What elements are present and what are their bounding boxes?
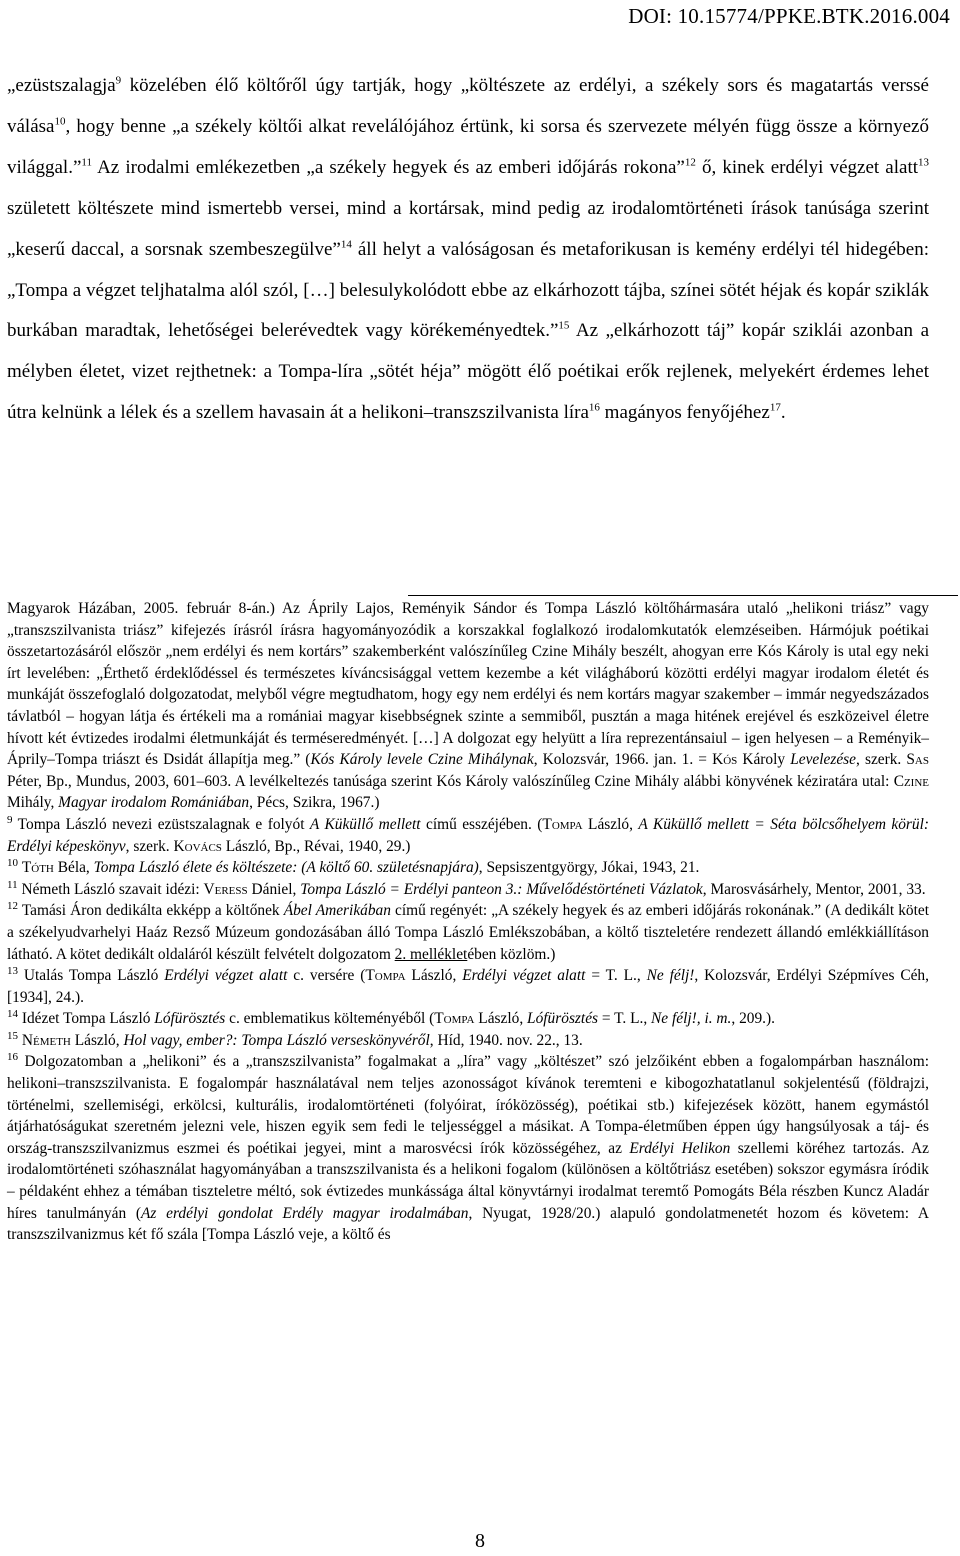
body-paragraph [7, 66, 929, 434]
footnote-text-run: Tamási Áron dedikálta ekképp a költőnek [21, 902, 284, 920]
body-note-ref: 13 [918, 156, 929, 169]
body-text-run: született költészete mind ismertebb versei, mind a kortársak, mind pedig az irodalomtörténeti írások tanúsága szerint „keserű daccal, a sorsnak szembeszegülve” [7, 197, 929, 260]
footnote-number: 10 [7, 857, 18, 869]
body-text-run: . [780, 402, 786, 424]
footnote-text-run: ében közlöm.) [467, 945, 556, 963]
footnote-15 [7, 1030, 929, 1052]
body-note-ref: 17 [769, 401, 781, 414]
footnote-text-run: , szerk. [856, 751, 907, 769]
footnote-text-run: című regényét: „A székely hegyek és az emberi időjárás rokonának.” (A dedikált kötet a székelyudvarhelyi Haáz Rezső Múzeum gondozásában álló Tompa László Emlékszobában, a költő tiszteletére rendezett állandó emlékkiállításon látható. A kötet dedikált oldaláról készült felvételt dolgozatom [7, 902, 930, 963]
footnote-text-run: = T. L., [585, 967, 647, 985]
footnote-13 [7, 965, 929, 1008]
footnote-author-name: Czine [893, 772, 929, 790]
body-note-ref: 14 [340, 238, 352, 251]
footnote-text-run: Mihály, [7, 794, 59, 812]
footnote-italic-text: Az erdélyi gondolat Erdély magyar irodalmában [141, 1204, 469, 1222]
body-note-ref: 12 [684, 156, 696, 169]
footnote-text-run: című esszéjében. ( [420, 815, 543, 833]
footnote-text-run: Dániel, [247, 880, 301, 898]
footnote-appendix-link[interactable]: 2. melléklet [394, 945, 468, 963]
footnote-author-name: Sas [906, 751, 929, 769]
footnote-italic-text: Kós Károly levele Czine Mihálynak [310, 751, 534, 769]
body-text-run: „ezüstszalagja [7, 75, 116, 96]
footnote-italic-text: Levelezése [790, 751, 857, 769]
body-note-ref: 15 [558, 320, 570, 333]
body-text-run: Az „elkárhozott táj” kopár sziklái azonban a mélyben életet, vizet rejthetnek: a Tompa-líra „sötét héja” mögött élő poétikai erők rejlenek, melyekért érdemes lehet útra kelnünk a lélek és a szellem havasain át a helikoni–transzszilvanista líra [7, 320, 930, 424]
footnote-text-run: , Marosvásárhely, Mentor, 2001, 33. [702, 880, 926, 898]
footnote-italic-text: Lófürösztés [527, 1010, 599, 1028]
footnote-italic-text: Erdélyi végzet alatt [462, 967, 586, 985]
footnote-text-run: László, [405, 967, 463, 985]
footnote-16 [7, 1051, 929, 1245]
footnote-author-name: Németh [21, 1031, 71, 1049]
body-note-ref: 16 [588, 401, 600, 414]
footnote-text-run: László, [70, 1031, 124, 1049]
footnote-14 [7, 1008, 929, 1030]
footnote-text-run: Idézet Tompa László [21, 1010, 155, 1028]
footnote-text-run: , Híd, 1940. nov. 22., 13. [429, 1031, 583, 1049]
footnote-number: 11 [7, 878, 18, 891]
footnote-italic-text: Erdélyi végzet alatt [164, 967, 288, 985]
footnote-number: 15 [7, 1029, 18, 1042]
body-text-run: , hogy benne „a székely költői alkat revelálójához értünk, ki sorsa és szervezete mélyén függ össze a környező világgal.” [7, 115, 929, 178]
footnote-separator [408, 595, 958, 596]
footnote-author-name: Veress [203, 880, 248, 898]
footnote-author-name: Tompa [434, 1010, 475, 1028]
footnote-11 [7, 879, 929, 901]
footnote-number: 16 [7, 1051, 18, 1064]
footnote-text-run: , Kolozsvár, Erdélyi Szépmíves Céh, [1934], 24.). [7, 967, 929, 1006]
footnote-italic-text: Ne félj!, i. m. [651, 1010, 732, 1028]
footnote-text-run: , 209.). [731, 1010, 775, 1028]
body-text-run: magányos fenyőjéhez [599, 402, 770, 424]
footnote-italic-text: Tompa László = Erdélyi panteon 3.: Művelődéstörténeti Vázlatok [300, 880, 703, 898]
footnote-text-run: Károly [737, 751, 791, 769]
body-text-run: áll helyt a valóságosan és metaforikusan is kemény erdélyi tél hidegében: „Tompa a végzet teljhatalma alól szól, […] belesulykolódott ebbe az elkárhozott tájba, színei sötét héjak és kopár sziklák burkában maradtak, lehetőségei belerévedtek vagy körékeményedtek.” [7, 238, 929, 342]
footnote-text-run: Németh László szavait idézi: [21, 880, 204, 898]
footnote-italic-text: A Küküllő mellett [309, 815, 421, 833]
body-note-ref: 11 [81, 156, 92, 169]
body-note-ref: 10 [54, 115, 66, 128]
footnote-text-run: Dolgozatomban a „helikoni” és a „transzszilvanista” fogalmakat a „líra” vagy „költészet” szó jelzőiként ebben a fogalompárban használom: helikoni–transzszilvanista. E fogalompár használatával nem teljes azonosságot kívánok teremteni e kibogozhatatlanul sokjelentésű (földrajzi, történelmi, szellemiségi, erkölcsi, kulturális, irodalomtörténeti (folyóirat, íróközösség), poétikai stb.) kifejezések között, hanem egymástól átjárhatóságukat szeretném jelezni vele, hiszen egyik sem fedi le teljességgel a másikat. A Tompa-életműben éppen úgy hangsúlyosak a táj- és ország-transzszilvanizmus eszmei és poétikai jegyei, mint a marosvécsi írók közösségéhez, az [7, 1053, 929, 1157]
footnote-text-run: = T. L., [598, 1010, 652, 1028]
footnote-author-name: Tompa [365, 967, 406, 985]
footnote-author-name: Kovács [173, 837, 222, 855]
footnote-9 [7, 814, 929, 857]
footnote-text-run: c. emblematikus költeményéből ( [225, 1010, 435, 1028]
doi-header: DOI: 10.15774/PPKE.BTK.2016.004 [628, 4, 950, 28]
footnote-text-run: , Sepsiszentgyörgy, Jókai, 1943, 21. [478, 859, 700, 877]
body-text-run: Az irodalmi emlékezetben „a székely hegyek és az emberi időjárás rokona” [91, 156, 685, 178]
footnote-number: 9 [7, 813, 13, 826]
footnotes-section [7, 598, 929, 1246]
footnote-12 [7, 900, 929, 965]
footnote-author-name: Kós [712, 751, 738, 769]
footnote-italic-text: Magyar irodalom Romániában [58, 794, 250, 812]
footnote-italic-text: Ne félj! [646, 967, 695, 985]
footnote-continued [7, 598, 929, 814]
footnote-text-run: c. versére ( [287, 967, 366, 985]
footnote-italic-text: Erdélyi Helikon [629, 1139, 731, 1157]
footnote-text-run: Magyarok Házában, 2005. február 8-án.) Az Áprily Lajos, Reményik Sándor és Tompa László költőhármasára utaló „helikoni triász” vagy „transzszilvanista triász” kifejezés írásról írásra hagyományozódik a korszakkal foglalkozó irodalomkutatók elemzéseiben. Hármójuk poétikai összetartozásáról először „nem erdélyi és nem kortárs” szakemberként valószínűleg Czine Mihály beszélt, ahogyan erre Kós Károly is utal egy neki írt levelében: „Érthető érdeklődéssel és természetes kíváncsisággal vettem kezembe a két világháború közötti erdélyi magyar irodalom életét és munkáját összefoglaló dolgozatodat, melyből végre megtudhatom, hogy egy nem erdélyi és nem kortárs magyar szakember – immár negyedszázados távlatból – hogyan látja és értékeli ma a romániai magyar kisebbségnek szinte a semmiből, pusztán a maga hitének erejével és eszközeivel életre hívott két évtizedes irodalmi életmunkáját és terméseredményét. […] A dolgozat egy helyütt a líra reprezentánsaiul – igen helyesen – a Reményik–Áprily–Tompa triászt és Dsidát állapítja meg.” ( [7, 600, 929, 769]
footnote-author-name: Tóth [21, 859, 54, 877]
footnote-number: 14 [7, 1008, 18, 1021]
page-number: 8 [475, 1530, 485, 1552]
footnote-text-run: , Kolozsvár, 1966. jan. 1. = [533, 751, 713, 769]
footnote-text-run: László, Bp., Révai, 1940, 29.) [221, 837, 411, 855]
footnote-author-name: Tompa [542, 815, 583, 833]
footnote-italic-text: Lófürösztés [154, 1010, 226, 1028]
footnote-text-run: szellemi köréhez tartozás. Az irodalomtörténeti szóhasználat hagyományában a transzszilvanista és a helikoni fogalom (különösen a költőtriász esetében) sokszor egymásra íródik – példaként ehhez a témában tiszteletre méltó, sok évtizedes munkássága által könyvtárnyi irodalmat teremtő Pomogáts Béla részben Kuncz Aladár híres tanulmányán ( [7, 1139, 929, 1222]
footnote-italic-text: Hol vagy, ember?: Tompa László verseskönyvéről [123, 1031, 430, 1049]
footnote-10 [7, 857, 929, 879]
footnote-text-run: László, [474, 1010, 528, 1028]
footnote-text-run: Béla, [53, 859, 94, 877]
footnote-text-run: , Nyugat, 1928/20.) alapuló gondolatmenetét hozom és követem: A transzszilvanizmus két fő szála [Tompa László veje, a költő és [7, 1204, 929, 1244]
footnote-text-run: Utalás Tompa László [23, 967, 165, 985]
body-note-ref: 9 [115, 74, 122, 87]
footnote-italic-text: Ábel Amerikában [283, 902, 391, 920]
footnote-text-run: László, [582, 815, 639, 833]
body-text-run: ő, kinek erdélyi végzet alatt [695, 156, 918, 178]
footnote-number: 12 [7, 900, 18, 913]
footnote-text-run: , Pécs, Szikra, 1967.) [249, 794, 380, 812]
footnote-number: 13 [7, 964, 18, 977]
footnote-text-run: , szerk. [125, 837, 174, 855]
footnote-text-run: Péter, Bp., Mundus, 2003, 601–603. A levélkeltezés tanúsága szerint Kós Károly valószínűleg Czine Mihály alábbi könyvének kéziratára utal: [7, 772, 894, 790]
footnote-text-run: Tompa László nevezi ezüstszalagnak e folyót [17, 815, 310, 833]
footnote-italic-text: Tompa László élete és költészete: (A költő 60. születésnapjára) [93, 859, 479, 877]
body-text-run: közelében élő költőről úgy tartják, hogy „költészete az erdélyi, a székely sors és magatartás verssé válása [7, 75, 929, 137]
footnote-italic-text: A Küküllő mellett = Séta bölcsőhelyem körül: Erdélyi képeskönyv [7, 815, 930, 855]
